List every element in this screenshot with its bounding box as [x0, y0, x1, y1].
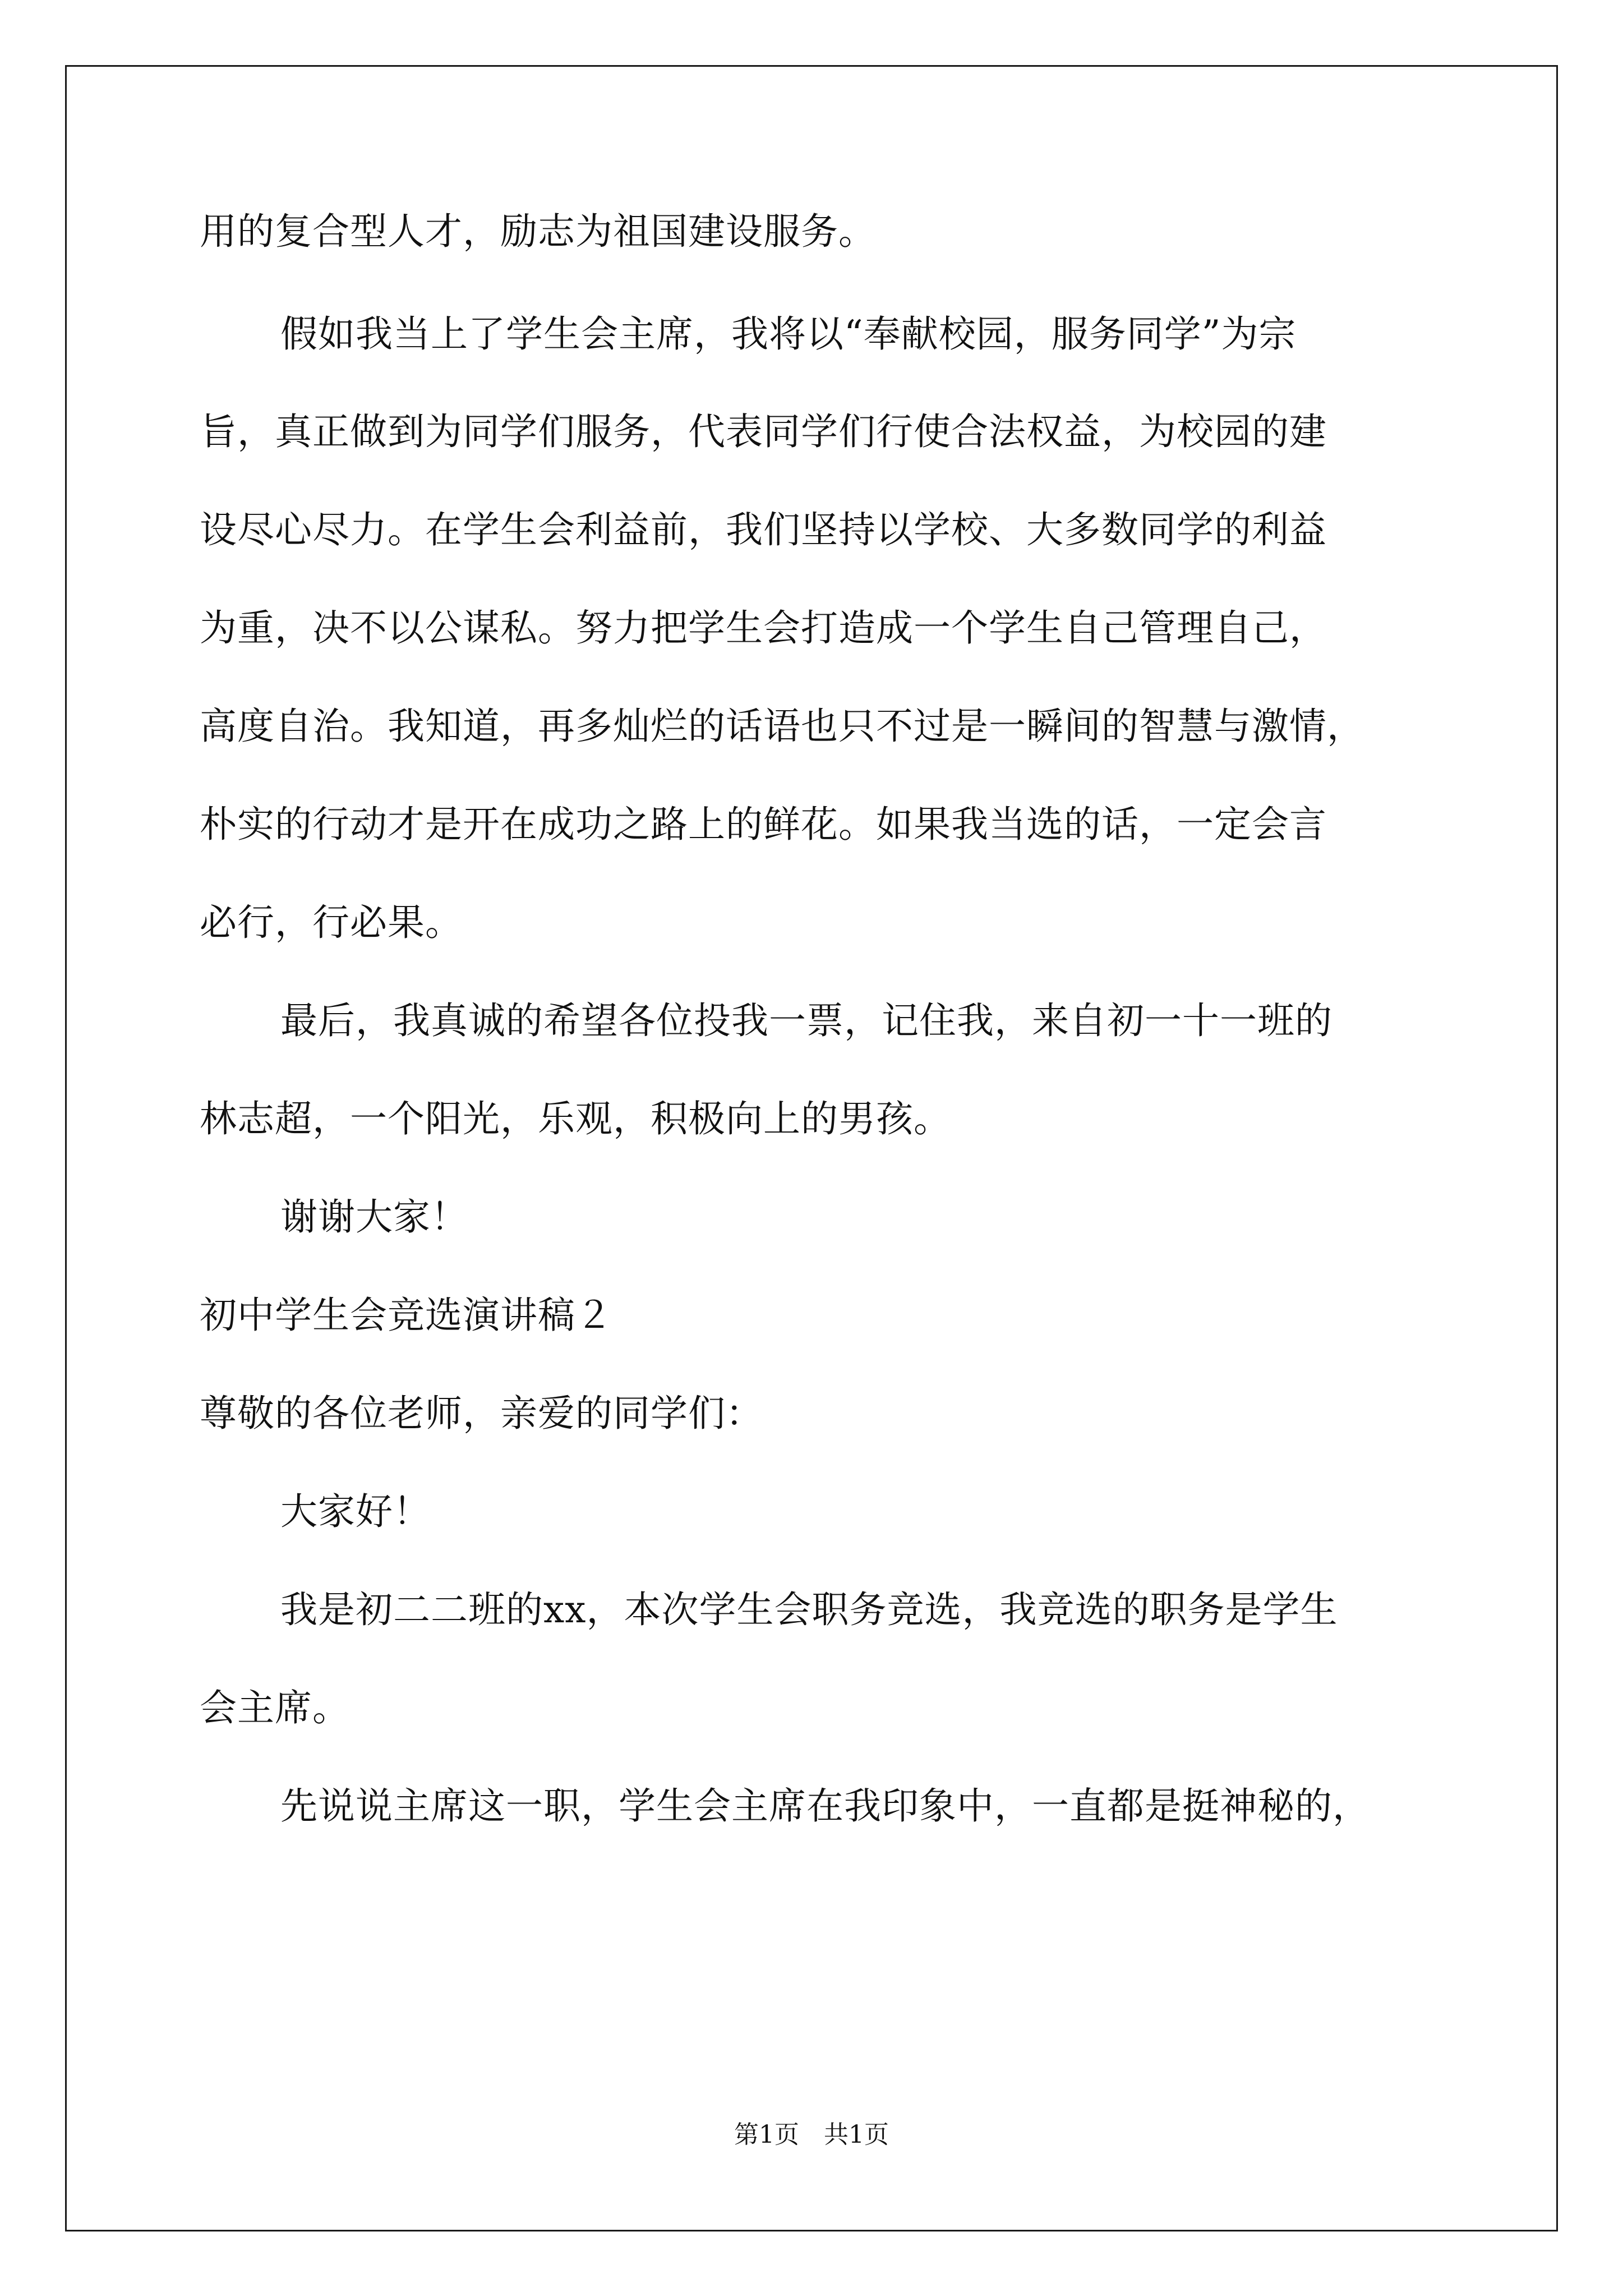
text-line: 朴实的行动才是开在成功之路上的鲜花。如果我当选的话，一定会言: [200, 803, 1327, 846]
page-number: 第1页 共1页: [734, 2120, 889, 2149]
text-line: 林志超，一个阳光，乐观，积极向上的男孩。: [200, 1097, 951, 1140]
text-line: 为重，决不以公谋私。努力把学生会打造成一个学生自己管理自己，: [200, 606, 1327, 650]
text-line: 用的复合型人才，励志为祖国建设服务。: [200, 210, 876, 253]
page-border: [65, 65, 1558, 2231]
paragraph-start: 先说说主席这一职，学生会主席在我印象中，一直都是挺神秘的，: [280, 1784, 1370, 1828]
text-line: 会主席。: [200, 1686, 350, 1729]
text-line: 设尽心尽力。在学生会利益前，我们坚持以学校、大多数同学的利益: [200, 508, 1327, 551]
text-line: 高度自治。我知道，再多灿烂的话语也只不过是一瞬间的智慧与激情，: [200, 705, 1364, 748]
section-title: 初中学生会竞选演讲稿２: [200, 1294, 613, 1337]
paragraph-start: 最后，我真诚的希望各位投我一票，记住我，来自初一十一班的: [280, 999, 1332, 1042]
text-line: 必行，行必果。: [200, 901, 463, 944]
paragraph-start: 谢谢大家！: [280, 1195, 468, 1239]
paragraph-start: 假如我当上了学生会主席，我将以“奉献校园，服务同学”为宗: [280, 312, 1297, 356]
salutation: 尊敬的各位老师，亲爱的同学们：: [200, 1392, 763, 1435]
greeting: 大家好！: [280, 1490, 431, 1533]
text-line: 旨，真正做到为同学们服务，代表同学们行使合法权益，为校园的建: [200, 410, 1327, 453]
paragraph-start: 我是初二二班的xx，本次学生会职务竞选，我竞选的职务是学生: [280, 1588, 1338, 1631]
